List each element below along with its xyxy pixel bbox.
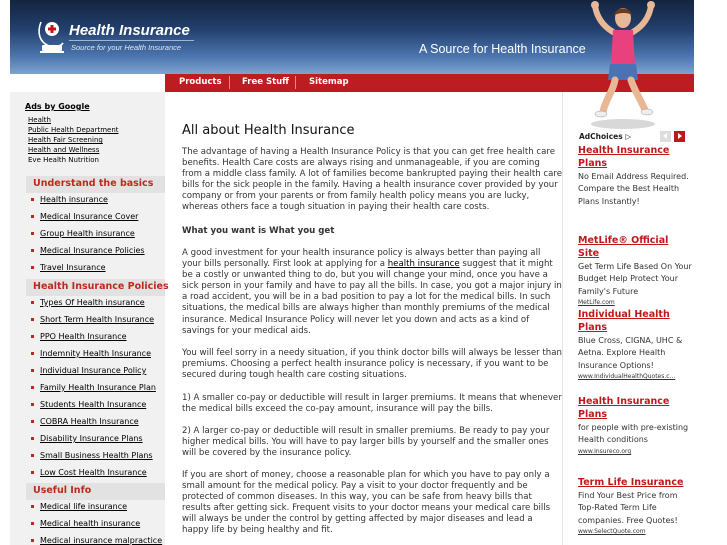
ad-title[interactable]: Term Life Insurance xyxy=(578,477,684,488)
needy-situation-paragraph: You will feel sorry in a needy situation, if you think doctor bills will always be lesser than premiums. Choosing a perfect health insurance policy is necessary, if you want to be secured during tough health care costing situations. xyxy=(182,348,562,381)
bullet-icon xyxy=(31,215,34,218)
sidebar-link[interactable]: Disability Insurance Plans xyxy=(30,432,165,449)
right-ad-column xyxy=(562,92,694,545)
ad-unit[interactable] xyxy=(578,144,692,208)
page-title: All about Health Insurance xyxy=(182,123,355,138)
sidebar-link[interactable]: Health insurance xyxy=(30,193,165,210)
ad-body: for people with pre-existing Health conditions xyxy=(578,423,689,445)
logo-title: Health Insurance xyxy=(69,22,190,39)
bullet-icon xyxy=(31,232,34,235)
chevron-right-icon xyxy=(678,133,682,139)
ad-title[interactable]: Health Insurance Plans xyxy=(578,396,670,420)
bullet-icon xyxy=(31,454,34,457)
sidebar-link[interactable]: COBRA Health Insurance xyxy=(30,415,165,432)
bullet-icon xyxy=(31,335,34,338)
bullet-icon xyxy=(31,352,34,355)
sidebar-link[interactable]: Low Cost Health Insurance xyxy=(30,466,165,483)
adchoices-icon: ▷ xyxy=(625,132,632,141)
bullet-icon xyxy=(31,249,34,252)
google-ad-link[interactable]: Health xyxy=(28,116,51,124)
ad-unit[interactable] xyxy=(578,308,692,381)
ad-url[interactable]: www.SelectQuote.com xyxy=(578,528,646,536)
ad-prev-button[interactable] xyxy=(660,131,671,142)
bullet-icon xyxy=(31,369,34,372)
bullet-icon xyxy=(31,471,34,474)
ad-unit[interactable] xyxy=(578,234,692,307)
sidebar-link[interactable]: Types Of Health insurance xyxy=(30,296,165,313)
sidebar-link[interactable]: Medical health insurance xyxy=(30,517,165,534)
bullet-icon xyxy=(31,522,34,525)
sidebar-link[interactable]: Medical Insurance Policies xyxy=(30,244,165,261)
header-slogan: A Source for Health Insurance xyxy=(419,42,586,56)
ad-unit[interactable] xyxy=(578,476,692,536)
sidebar-link[interactable]: Students Health Insurance xyxy=(30,398,165,415)
nav-free-stuff[interactable]: Free Stuff xyxy=(242,77,290,87)
sidebar-link[interactable]: Medical life insurance xyxy=(30,500,165,517)
sidebar-link[interactable]: Small Business Health Plans xyxy=(30,449,165,466)
bullet-icon xyxy=(31,539,34,542)
medical-logo-icon xyxy=(35,18,65,56)
page-margin-right xyxy=(694,0,727,545)
nav-separator xyxy=(295,76,296,89)
bullet-icon xyxy=(31,420,34,423)
ad-title[interactable]: Individual Health Plans xyxy=(578,309,670,333)
health-insurance-link[interactable]: health insurance xyxy=(387,259,460,270)
ad-body: Find Your Best Price from Top-Rated Term Life companies. Free Quotes! xyxy=(578,491,678,525)
page-margin-left xyxy=(0,0,10,545)
ad-url[interactable]: www.IndividualHealthQuotes.c... xyxy=(578,373,676,381)
sidebar-link[interactable]: Individual Insurance Policy xyxy=(30,364,165,381)
section-heading-policies: Health Insurance Policies xyxy=(26,279,165,296)
bullet-icon xyxy=(31,198,34,201)
bullet-icon xyxy=(31,266,34,269)
section-heading-basics: Understand the basics xyxy=(26,176,165,193)
sidebar-link[interactable]: Short Term Health Insurance xyxy=(30,313,165,330)
bullet-icon xyxy=(31,437,34,440)
chevron-left-icon xyxy=(663,133,667,139)
ad-body: No Email Address Required. Compare the Best Health Plans Instantly! xyxy=(578,172,689,206)
section-heading-useful-info: Useful Info xyxy=(26,483,165,500)
bullet-icon xyxy=(31,403,34,406)
bullet-icon xyxy=(31,318,34,321)
ad-title[interactable]: Health Insurance Plans xyxy=(578,145,670,169)
sidebar-link[interactable]: Medical insurance malpractice xyxy=(30,534,165,545)
ad-title[interactable]: MetLife® Official Site xyxy=(578,235,669,259)
intro-paragraph: The advantage of having a Health Insurance Policy is that you can get free health care benefits. Health Care costs are always rising and unmanageable, if you are coming from a middle class family. A lot of families become bankrupted paying their health care bills for the sick people in the family. Having a health insurance cover provided by your company or from your parents or from family health policy means you are lucky, whereas others face a tough situation in paying their health care costs. xyxy=(182,147,562,213)
ad-url[interactable]: www.Insureco.org xyxy=(578,447,632,455)
logo-divider xyxy=(69,40,194,41)
smaller-copay-paragraph: 1) A smaller co-pay or deductible will result in larger premiums. It means that whenever the medical bills exceed the co-pay amount, insurance will pay the bills. xyxy=(182,393,562,415)
ads-by-google-label[interactable]: Ads by Google xyxy=(25,102,90,111)
google-ad-link[interactable]: Health and Wellness xyxy=(28,146,100,154)
nav-separator xyxy=(229,76,230,89)
ad-body: Blue Cross, CIGNA, UHC & Aetna. Explore Health Insurance Options! xyxy=(578,336,683,370)
sidebar-link[interactable]: Medical Insurance Cover xyxy=(30,210,165,227)
larger-copay-paragraph: 2) A larger co-pay or deductible will result in smaller premiums. Be ready to pay your higher medical bills. You will have to pay larger bills by yourself and the smaller ones will be covered by the insurance policy. xyxy=(182,426,550,459)
sidebar-link[interactable]: PPO Health Insurance xyxy=(30,330,165,347)
investment-paragraph: A good investment for your health insurance policy is always better than paying all your bills personally. First look at applying for a health insurance suggest that it might be a costly or unwanted thing to do, but you will change your mind, once you have a sick person in your family and have to pay all the bills. In case, you got a major injury in a road accident, you will be in a bad position to pay a lot for the medical bills. In such situations, the medical bills are always higher than monthly premiums of the medical insurance. Medical Insurance Policy will never let you down and acts as a kind of savings for your medical aids. xyxy=(182,248,562,336)
adchoices-label[interactable]: AdChoices ▷ xyxy=(579,132,632,141)
logo-tagline: Source for your Health Insurance xyxy=(71,43,182,52)
nav-products[interactable]: Products xyxy=(179,77,222,87)
google-ad-link[interactable]: Public Health Department xyxy=(28,126,119,134)
ad-body: Get Term Life Based On Your Budget Help Protect Your Family's Future xyxy=(578,262,692,296)
bullet-icon xyxy=(31,505,34,508)
jumping-woman-image xyxy=(575,0,670,130)
section-subheading: What you want is What you get xyxy=(182,226,335,236)
bullet-icon xyxy=(31,301,34,304)
main-content xyxy=(182,92,562,545)
nav-sitemap[interactable]: Sitemap xyxy=(309,77,349,87)
google-ad-link[interactable]: Health Fair Screening xyxy=(28,136,103,144)
ad-unit[interactable] xyxy=(578,395,692,456)
sidebar-link[interactable]: Indemnity Health Insurance xyxy=(30,347,165,364)
sidebar-link[interactable]: Family Health Insurance Plan xyxy=(30,381,165,398)
ad-next-button[interactable] xyxy=(674,131,685,142)
short-of-money-paragraph: If you are short of money, choose a reasonable plan for which you have to pay only a small amount for the medical policy. Pay a visit to your doctor frequently and be protected of common diseases. In this way, you can be safe from heavy bills that results after getting sick. Frequent visits to your doctor means your medical care bills will always be under the control by getting affected by major diseases and lead a happy life by being healthy and fit. xyxy=(182,470,551,536)
left-sidebar xyxy=(10,92,169,545)
sidebar-link[interactable]: Travel Insurance xyxy=(30,261,165,278)
google-ad-link[interactable]: Eve Health Nutrition xyxy=(28,156,99,164)
sidebar-link[interactable]: Group Health insurance xyxy=(30,227,165,244)
bullet-icon xyxy=(31,386,34,389)
ad-url[interactable]: MetLife.com xyxy=(578,299,615,307)
